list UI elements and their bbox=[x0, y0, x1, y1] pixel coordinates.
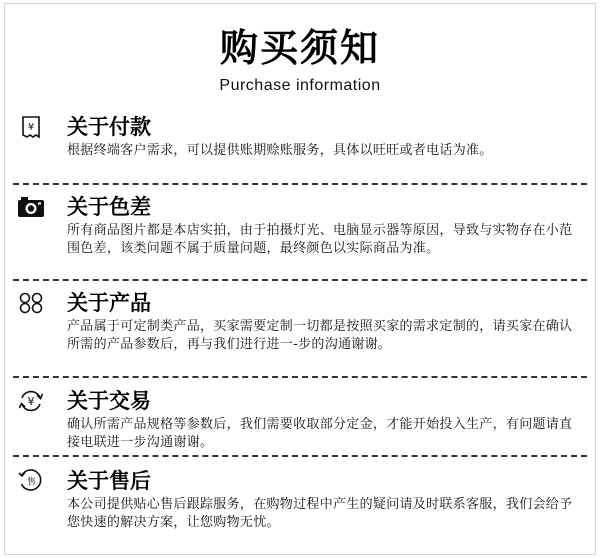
section-body: 所有商品图片都是本店实拍，由于拍摄灯光、电脑显示器等原因，导致与实物存在小范围色差，该类问题不属于质量问题，最终颜色以实际商品为准。 bbox=[67, 223, 573, 256]
after-sales-icon bbox=[17, 469, 45, 493]
dashed-divider bbox=[13, 376, 587, 378]
section-title: 关于售后 bbox=[67, 469, 151, 493]
section-body: 确认所需产品规格等参数后，我们需要收取部分定金，才能开始投入生产，有问题请直接电联进一步沟通谢谢。 bbox=[67, 417, 573, 450]
svg-text:售: 售 bbox=[26, 477, 37, 488]
purchase-info-panel bbox=[4, 3, 596, 555]
svg-text:¥: ¥ bbox=[27, 122, 35, 133]
svg-text:¥: ¥ bbox=[27, 395, 35, 408]
section-title: 关于付款 bbox=[67, 115, 151, 139]
exchange-yen-icon bbox=[17, 389, 45, 413]
section-body: 本公司提供贴心售后跟踪服务，在购物过程中产生的疑问请及时联系客服，我们会给予您快速的解决方案，让您购物无忧。 bbox=[67, 497, 573, 530]
section-product bbox=[15, 288, 585, 354]
section-title: 关于交易 bbox=[67, 389, 151, 413]
section-body: 产品属于可定制类产品，买家需要定制一切都是按照买家的需求定制的，请买家在确认所需的产品参数后，再与我们进行进一-步的沟通谢谢。 bbox=[67, 319, 573, 352]
section-title: 关于产品 bbox=[67, 291, 151, 315]
section-body: 根据终端客户需求，可以提供账期赊账服务，具体以旺旺或者电话为准。 bbox=[67, 143, 493, 158]
product-grid-icon bbox=[17, 291, 45, 315]
section-title: 关于色差 bbox=[67, 195, 151, 219]
receipt-yen-icon bbox=[17, 115, 45, 139]
dashed-divider bbox=[13, 183, 587, 185]
page-subtitle: Purchase information bbox=[219, 77, 381, 94]
section-after-sales bbox=[15, 466, 585, 532]
section-color-difference bbox=[15, 192, 585, 258]
page-title: 购买须知 bbox=[219, 26, 380, 70]
section-transaction bbox=[15, 386, 585, 452]
section-payment bbox=[15, 112, 585, 160]
dashed-divider bbox=[13, 455, 587, 457]
camera-icon bbox=[17, 195, 45, 219]
dashed-divider bbox=[13, 279, 587, 281]
